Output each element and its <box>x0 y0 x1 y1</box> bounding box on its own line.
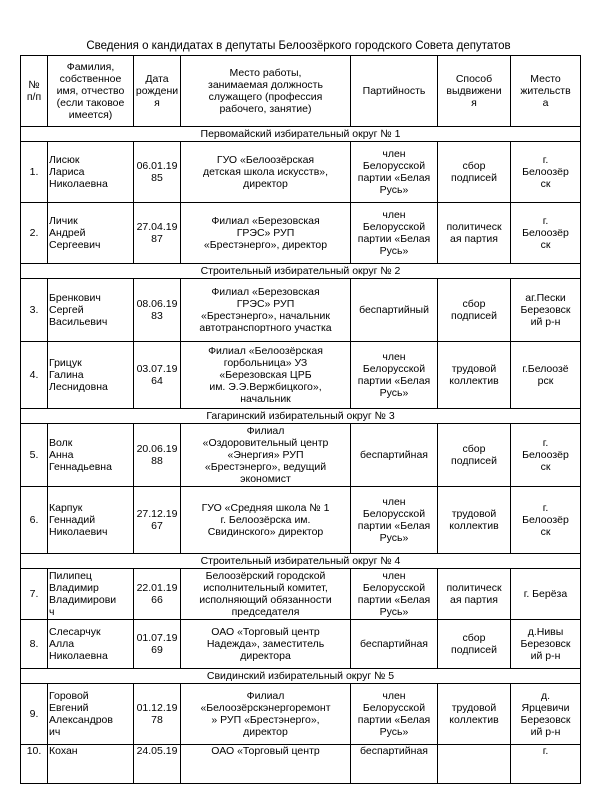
cell-nomination-method: сбор подписей <box>438 142 511 203</box>
district-row <box>21 127 581 142</box>
cell-name: Слесарчук Алла Николаевна <box>48 620 134 669</box>
cell-workplace: ГУО «Средняя школа № 1 г. Белоозёрска им. Свидинского» директор <box>181 487 351 554</box>
cell-workplace: Филиал «Белоозёрская горбольница» УЗ «Березовская ЦРБ им. Э.Э.Вержбицкого», начальник <box>181 342 351 409</box>
cell-nomination-method: политическ ая партия <box>438 203 511 264</box>
cell-name: Кохан <box>48 745 134 784</box>
cell-birth-date: 03.07.19 64 <box>134 342 181 409</box>
cell-party: член Белорусской партии «Белая Русь» <box>351 342 438 409</box>
district-title: Гагаринский избирательный округ № 3 <box>21 409 581 424</box>
cell-name: Личик Андрей Сергеевич <box>48 203 134 264</box>
cell-party: член Белорусской партии «Белая Русь» <box>351 684 438 745</box>
cell-party: беспартийный <box>351 279 438 342</box>
cell-workplace: Филиал «Березовская ГРЭС» РУП «Брестэнерго», директор <box>181 203 351 264</box>
header-birth-date: Дата рождени я <box>134 56 181 127</box>
district-row <box>21 554 581 569</box>
cell-party: беспартийная <box>351 424 438 487</box>
cell-nomination-method: трудовой коллектив <box>438 684 511 745</box>
candidate-row <box>21 203 581 264</box>
cell-number: 7. <box>21 569 48 620</box>
cell-party: член Белорусской партии «Белая Русь» <box>351 142 438 203</box>
cell-number: 1. <box>21 142 48 203</box>
cell-residence: г. <box>511 745 581 784</box>
header-residence: Место жительств а <box>511 56 581 127</box>
cell-name: Волк Анна Геннадьевна <box>48 424 134 487</box>
cell-number: 3. <box>21 279 48 342</box>
cell-party: член Белорусской партии «Белая Русь» <box>351 487 438 554</box>
cell-birth-date: 01.12.19 78 <box>134 684 181 745</box>
district-row <box>21 264 581 279</box>
cell-birth-date: 22.01.19 66 <box>134 569 181 620</box>
cell-residence: д. Ярцевичи Березовск ий р-н <box>511 684 581 745</box>
district-title: Строительный избирательный округ № 4 <box>21 554 581 569</box>
header-nomination-method: Способ выдвижени я <box>438 56 511 127</box>
cell-birth-date: 24.05.19 <box>134 745 181 784</box>
candidate-row <box>21 342 581 409</box>
cell-nomination-method: политическ ая партия <box>438 569 511 620</box>
header-workplace: Место работы, занимаемая должность служащего (профессия рабочего, занятие) <box>181 56 351 127</box>
cell-name: Горовой Евгений Александров ич <box>48 684 134 745</box>
candidate-row <box>21 424 581 487</box>
cell-party: беспартийная <box>351 745 438 784</box>
candidate-row <box>21 487 581 554</box>
cell-residence: аг.Пески Березовск ий р-н <box>511 279 581 342</box>
cell-name: Карпук Геннадий Николаевич <box>48 487 134 554</box>
cell-party: член Белорусской партии «Белая Русь» <box>351 203 438 264</box>
candidate-row <box>21 569 581 620</box>
cell-nomination-method: трудовой коллектив <box>438 342 511 409</box>
candidate-row <box>21 620 581 669</box>
cell-party: беспартийная <box>351 620 438 669</box>
cell-number: 6. <box>21 487 48 554</box>
table-header-row <box>21 56 581 127</box>
cell-number: 2. <box>21 203 48 264</box>
cell-workplace: Филиал «Березовская ГРЭС» РУП «Брестэнерго», начальник автотранспортного участка <box>181 279 351 342</box>
district-row <box>21 409 581 424</box>
cell-residence: г. Белоозёр ск <box>511 487 581 554</box>
cell-workplace: Филиал «Оздоровительный центр «Энергия» РУП «Брестэнерго», ведущий экономист <box>181 424 351 487</box>
cell-birth-date: 01.07.19 69 <box>134 620 181 669</box>
cell-number: 10. <box>21 745 48 784</box>
cell-residence: г. Берёза <box>511 569 581 620</box>
candidate-row <box>21 745 581 784</box>
district-row <box>21 669 581 684</box>
document-title: Сведения о кандидатах в депутаты Белоозёркого городского Совета депутатов <box>86 40 511 52</box>
cell-nomination-method: трудовой коллектив <box>438 487 511 554</box>
cell-nomination-method: сбор подписей <box>438 620 511 669</box>
cell-workplace: ГУО «Белоозёрская детская школа искусств», директор <box>181 142 351 203</box>
cell-name: Грицук Галина Леснидовна <box>48 342 134 409</box>
cell-party: член Белорусской партии «Белая Русь» <box>351 569 438 620</box>
cell-workplace: ОАО «Торговый центр Надежда», заместитель директора <box>181 620 351 669</box>
header-number: № п/п <box>21 56 48 127</box>
cell-residence: д.Нивы Березовск ий р-н <box>511 620 581 669</box>
candidate-row <box>21 142 581 203</box>
cell-name: Лисюк Лариса Николаевна <box>48 142 134 203</box>
district-title: Свидинский избирательный округ № 5 <box>21 669 581 684</box>
cell-birth-date: 20.06.19 88 <box>134 424 181 487</box>
cell-residence: г. Белоозёр ск <box>511 142 581 203</box>
cell-number: 4. <box>21 342 48 409</box>
cell-nomination-method: сбор подписей <box>438 279 511 342</box>
cell-birth-date: 27.12.19 67 <box>134 487 181 554</box>
candidate-row <box>21 279 581 342</box>
cell-nomination-method: сбор подписей <box>438 424 511 487</box>
cell-name: Бренкович Сергей Васильевич <box>48 279 134 342</box>
cell-workplace: Филиал «Белоозёрскэнергоремонт » РУП «Брестэнерго», директор <box>181 684 351 745</box>
cell-number: 8. <box>21 620 48 669</box>
cell-number: 5. <box>21 424 48 487</box>
candidates-table <box>20 55 581 784</box>
cell-birth-date: 08.06.19 83 <box>134 279 181 342</box>
cell-residence: г. Белоозёр ск <box>511 424 581 487</box>
cell-nomination-method <box>438 745 511 784</box>
cell-residence: г.Белоозё рск <box>511 342 581 409</box>
district-title: Первомайский избирательный округ № 1 <box>21 127 581 142</box>
cell-name: Пилипец Владимир Владимирови ч <box>48 569 134 620</box>
header-party: Партийность <box>351 56 438 127</box>
cell-birth-date: 06.01.19 85 <box>134 142 181 203</box>
district-title: Строительный избирательный округ № 2 <box>21 264 581 279</box>
cell-workplace: Белоозёрский городской исполнительный комитет, исполняющий обязанности председателя <box>181 569 351 620</box>
cell-workplace: ОАО «Торговый центр <box>181 745 351 784</box>
cell-number: 9. <box>21 684 48 745</box>
cell-birth-date: 27.04.19 87 <box>134 203 181 264</box>
header-name: Фамилия, собственное имя, отчество (если таковое имеется) <box>48 56 134 127</box>
cell-residence: г. Белоозёр ск <box>511 203 581 264</box>
candidate-row <box>21 684 581 745</box>
